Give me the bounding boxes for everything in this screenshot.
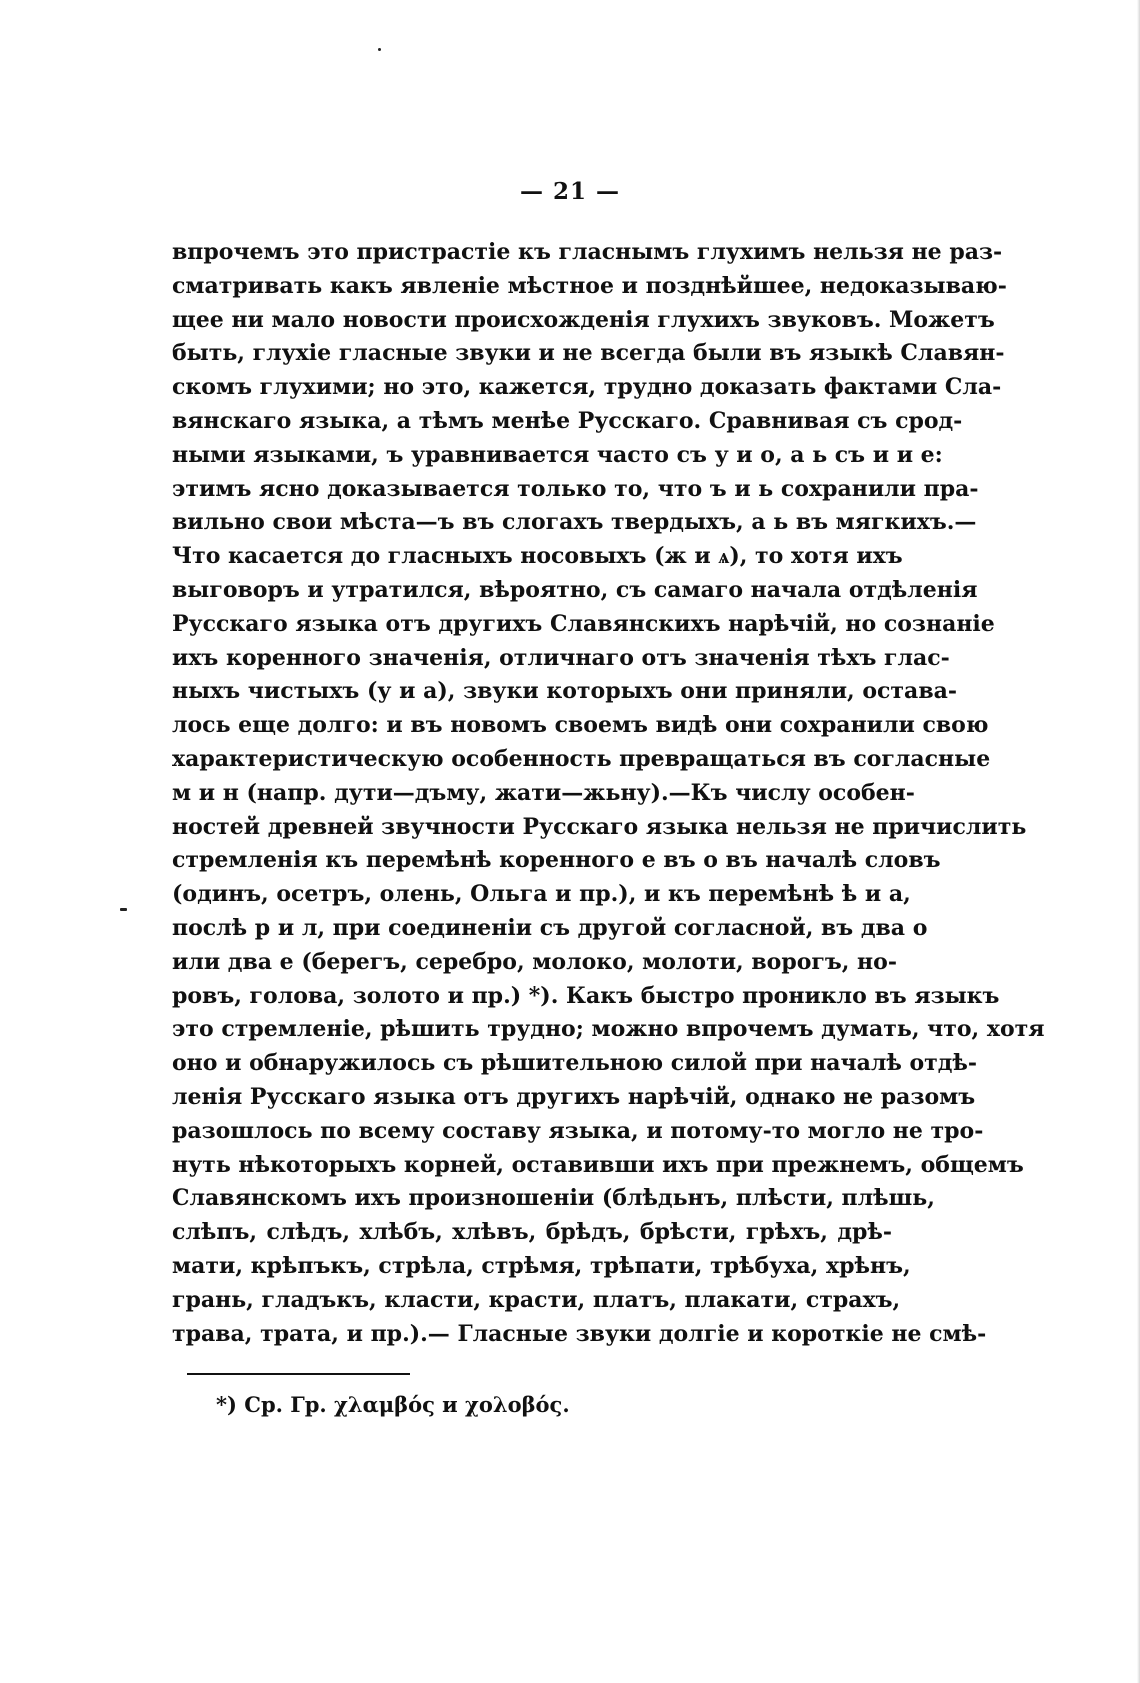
text-line: или два е (берегъ, серебро, молоко, молоти, ворогъ, но-	[172, 948, 897, 975]
text-line: грань, гладъкъ, класти, красти, платъ, плакати, страхъ,	[172, 1286, 901, 1313]
text-line: скомъ глухими; но это, кажется, трудно доказать фактами Сла-	[172, 374, 1002, 401]
text-line: ленія Русскаго языка отъ другихъ нарѣчій, однако не разомъ	[172, 1083, 976, 1110]
text-line: Русскаго языка отъ другихъ Славянскихъ нарѣчій, но сознаніе	[172, 610, 995, 637]
text-line: слѣпъ, слѣдъ, хлѣбъ, хлѣвъ, брѣдъ, брѣсти, грѣхъ, дрѣ-	[172, 1219, 892, 1246]
text-line: Славянскомъ ихъ произношеніи (блѣдьнъ, плѣсти, плѣшь,	[172, 1185, 935, 1212]
text-line: быть, глухіе гласные звуки и не всегда были въ языкѣ Славян-	[172, 340, 1005, 367]
page-number: — 21 —	[519, 178, 621, 205]
text-line: ныхъ чистыхъ (у и а), звуки которыхъ они приняли, остава-	[172, 678, 957, 705]
text-line: стремленія къ перемѣнѣ коренного е въ о въ началѣ словъ	[172, 847, 941, 874]
text-line: ровъ, голова, золото и пр.) *). Какъ быстро проникло въ языкъ	[172, 982, 1000, 1009]
text-line: лось еще долго: и въ новомъ своемъ видѣ они сохранили свою	[172, 712, 989, 739]
text-line: ностей древней звучности Русскаго языка нельзя не причислить	[172, 813, 1027, 840]
text-line: трава, трата, и пр.).— Гласные звуки долгіе и короткіе не смѣ-	[172, 1320, 987, 1347]
text-line: м и н (напр. дути—дъму, жати—жьну).—Къ числу особен-	[172, 779, 915, 806]
text-line: вильно свои мѣста—ъ въ слогахъ твердыхъ, а ь въ мягкихъ.—	[172, 509, 977, 536]
text-line: (одинъ, осетръ, олень, Ольга и пр.), и къ перемѣнѣ ѣ и а,	[172, 881, 911, 908]
text-line: послѣ р и л, при соединеніи съ другой согласной, въ два о	[172, 914, 928, 941]
text-line: мати, крѣпъкъ, стрѣла, стрѣмя, трѣпати, трѣбуха, хрѣнъ,	[172, 1252, 911, 1279]
text-line: Что касается до гласныхъ носовыхъ (ж и ѧ), то хотя ихъ	[172, 543, 903, 570]
text-line: сматривать какъ явленіе мѣстное и позднѣйшее, недоказываю-	[172, 272, 1007, 299]
text-line: характеристическую особенность превращаться въ согласные	[172, 745, 991, 772]
body-text	[172, 236, 1045, 1351]
text-line: выговоръ и утратился, вѣроятно, съ самаго начала отдѣленія	[172, 576, 978, 603]
footnote-divider	[187, 1373, 410, 1375]
text-line: разошлось по всему составу языка, и потому-то могло не тро-	[172, 1117, 984, 1144]
scan-speck	[120, 908, 127, 911]
text-line: вянскаго языка, а тѣмъ менѣе Русскаго. Сравнивая съ срод-	[172, 407, 963, 434]
text-line: этимъ ясно доказывается только то, что ъ и ь сохранили пра-	[172, 475, 979, 502]
text-line: ихъ коренного значенія, отличнаго отъ значенія тѣхъ глас-	[172, 644, 950, 671]
footnote: *) Ср. Гр. χλαμβός и χολοβός.	[216, 1392, 570, 1417]
text-line: оно и обнаружилось съ рѣшительною силой при началѣ отдѣ-	[172, 1050, 978, 1077]
scan-speck	[378, 48, 381, 51]
text-line: щее ни мало новости происхожденія глухихъ звуковъ. Можетъ	[172, 306, 995, 333]
text-line: ными языками, ъ уравнивается часто съ у и о, а ь съ и и е:	[172, 441, 943, 468]
text-line: нуть нѣкоторыхъ корней, оставивши ихъ при прежнемъ, общемъ	[172, 1151, 1024, 1178]
text-line: это стремленіе, рѣшить трудно; можно впрочемъ думать, что, хотя	[172, 1016, 1045, 1043]
text-line: впрочемъ это пристрастіе къ гласнымъ глухимъ нельзя не раз-	[172, 239, 1003, 265]
